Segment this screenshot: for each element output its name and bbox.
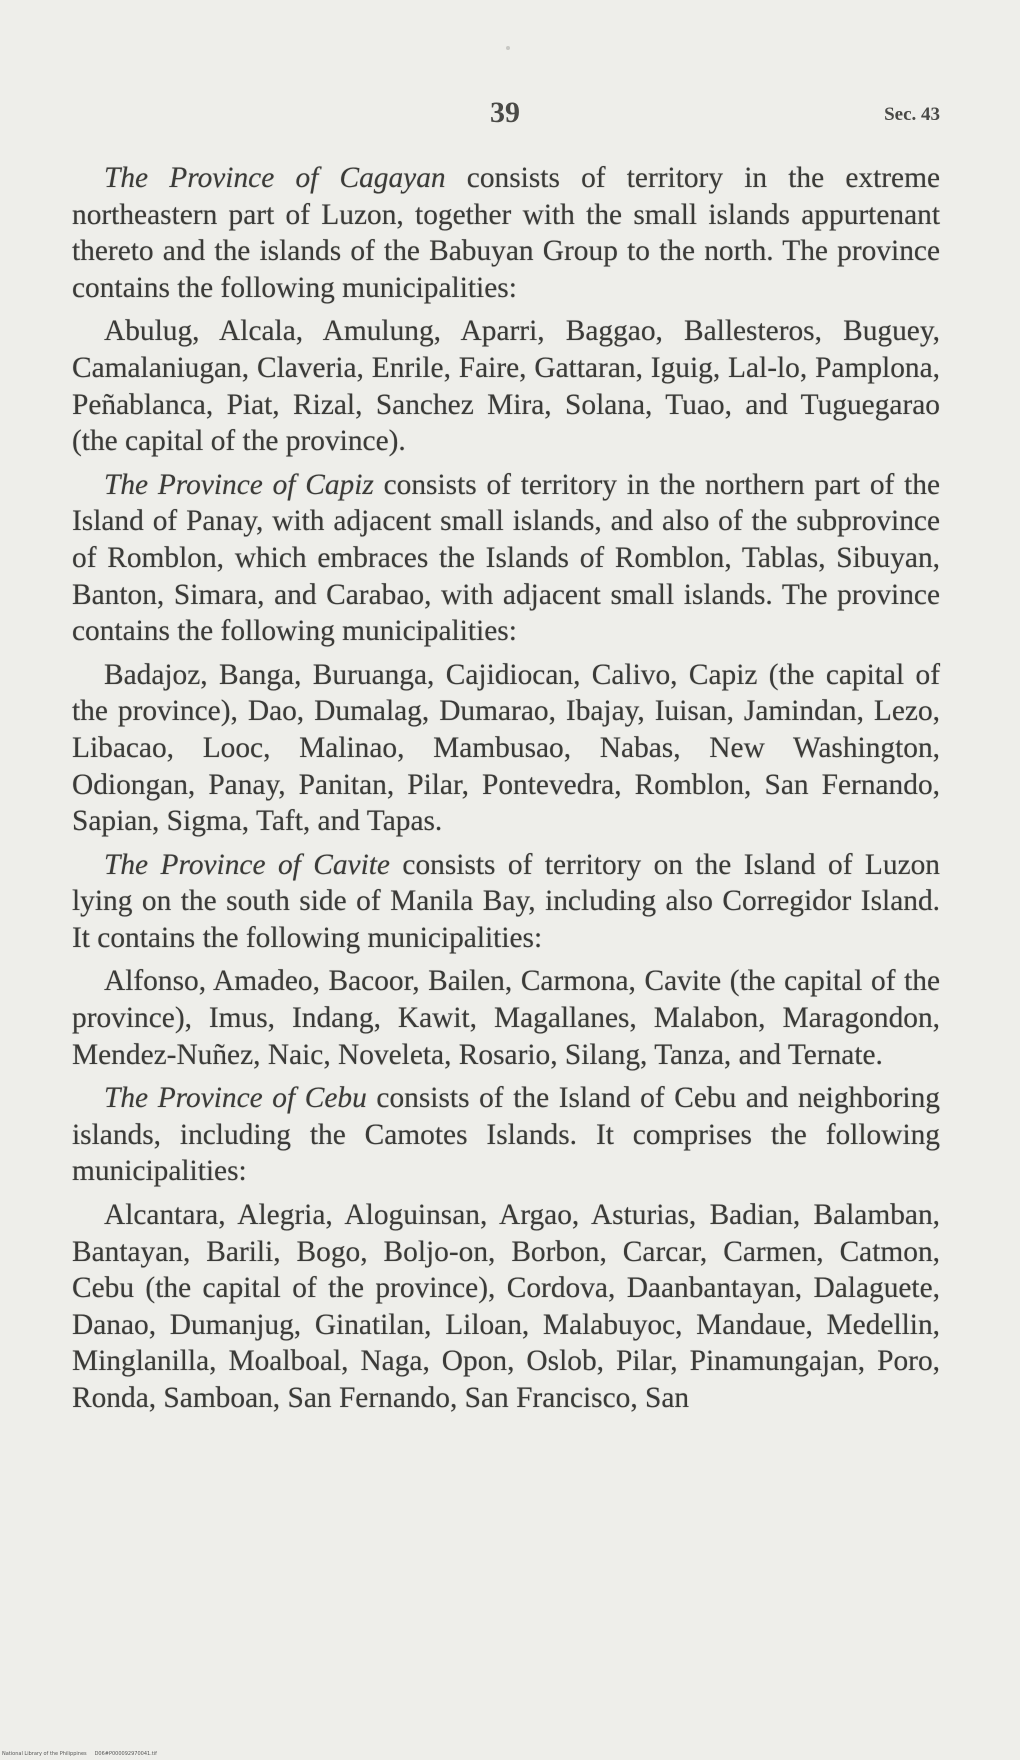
province-name: The Province of Cebu xyxy=(104,1082,367,1115)
province-description: consists of territory on the Island of Luzon lying on the south side of Manila Bay, including also Corregidor Island. It contains the following municipalities: xyxy=(72,848,941,954)
section-reference: Sec. 43 xyxy=(884,104,940,125)
scan-credit-footer: National Library of the Philippines D06#P000092970041.tif xyxy=(2,1751,157,1757)
province-description: consists of territory in the extreme northeastern part of Luzon, together with the small islands appurtenant thereto and the islands of the Babuyan Group to the north. The province contains the following municipalities: xyxy=(72,162,940,304)
paper-speck xyxy=(506,46,510,50)
province-paragraph-cagayan xyxy=(72,160,940,306)
province-paragraph-capiz xyxy=(72,467,940,650)
page-number: 39 xyxy=(490,96,520,129)
municipality-list-cebu: Alcantara, Alegria, Aloguinsan, Argao, Asturias, Badian, Balamban, Bantayan, Barili, Bogo, Boljo-on, Borbon, Carcar, Carmen, Catmon, Cebu (the capital of the province), Cordova, Daanbantayan, Dalaguete, Danao, Dumanjug, Ginatilan, Liloan, Malabuyoc, Mandaue, Medellin, Minglanilla, Moalboal, Naga, Opon, Oslob, Pilar, Pinamungajan, Poro, Ronda, Samboan, San Fernando, San Francisco, San xyxy=(72,1199,940,1414)
municipality-list-capiz: Badajoz, Banga, Buruanga, Cajidiocan, Calivo, Capiz (the capital of the province), Dao, Dumalag, Dumarao, Ibajay, Iuisan, Jamindan, Lezo, Libacao, Looc, Malinao, Mambusao, Nabas, New Washington, Odiongan, Panay, Panitan, Pilar, Pontevedra, Romblon, San Fernando, Sapian, Sigma, Taft, and Tapas. xyxy=(72,658,940,838)
province-name: The Province of Capiz xyxy=(104,468,374,501)
page-header xyxy=(72,96,940,140)
province-paragraph-cavite xyxy=(72,847,940,957)
province-description: consists of the Island of Cebu and neighboring islands, including the Camotes Islands. It comprises the following municipalities: xyxy=(72,1082,940,1188)
body-text xyxy=(72,160,940,1424)
province-name: The Province of Cagayan xyxy=(104,162,446,194)
province-paragraph-cebu xyxy=(72,1080,940,1190)
province-description: consists of territory in the northern part of the Island of Panay, with adjacent small islands, and also of the subprovince of Romblon, which embraces the Islands of Romblon, Tablas, Sibuyan, Banton, Simara, and Carabao, with adjacent small islands. The province contains the following municipalities: xyxy=(72,468,941,648)
province-name: The Province of Cavite xyxy=(104,848,390,881)
municipality-list-cavite: Alfonso, Amadeo, Bacoor, Bailen, Carmona, Cavite (the capital of the province), Imus, Indang, Kawit, Magallanes, Malabon, Maragondon, Mendez-Nuñez, Naic, Noveleta, Rosario, Silang, Tanza, and Ternate. xyxy=(72,965,940,1071)
municipality-list-cagayan: Abulug, Alcala, Amulung, Aparri, Baggao, Ballesteros, Buguey, Camalaniugan, Claveria, Enrile, Faire, Gattaran, Iguig, Lal-lo, Pamplona, Peñablanca, Piat, Rizal, Sanchez Mira, Solana, Tuao, and Tuguegarao (the capital of the province). xyxy=(72,315,940,458)
